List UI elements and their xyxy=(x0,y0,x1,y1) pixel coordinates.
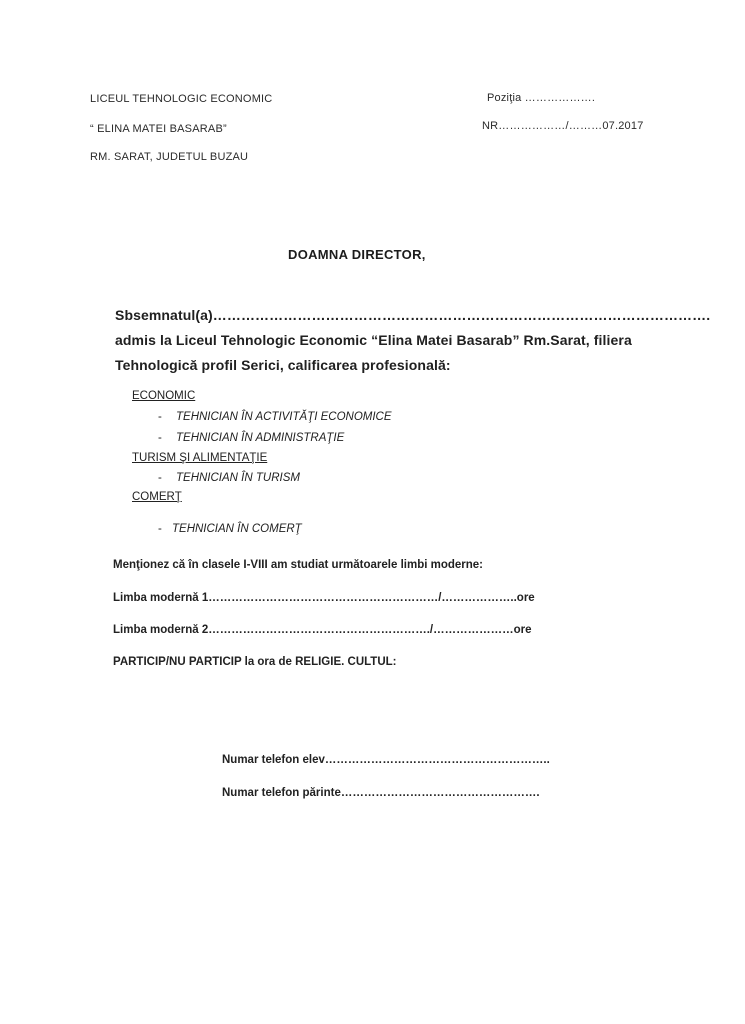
list-dash: - xyxy=(158,523,162,535)
profile-text-line: Tehnologică profil Serici, calificarea profesională: xyxy=(115,357,451,373)
registration-number-field[interactable]: NR………………/………07.2017 xyxy=(482,120,644,132)
section-tourism: TURISM ŞI ALIMENTAŢIE xyxy=(132,452,268,464)
languages-intro: Menţionez că în clasele I-VIII am studiat următoarele limbi moderne: xyxy=(113,559,484,571)
modern-language-2-field[interactable]: Limba modernă 2…………………………………………………./…………………ore xyxy=(113,624,532,636)
name-fill-line[interactable]: Sbsemnatul(a)……………………………………………………………………………………………. xyxy=(115,307,711,323)
option-tehnician-activitati-economice[interactable]: - TEHNICIAN ÎN ACTIVITĂŢI ECONOMICE xyxy=(158,411,392,423)
option-tehnician-comert[interactable]: - TEHNICIAN ÎN COMERŢ xyxy=(158,523,302,535)
section-economic: ECONOMIC xyxy=(132,390,196,402)
option-tehnician-turism[interactable]: - TEHNICIAN ÎN TURISM xyxy=(158,472,300,484)
list-dash: - xyxy=(158,432,162,444)
school-name-line2: “ ELINA MATEI BASARAB” xyxy=(90,123,227,135)
school-address: RM. SARAT, JUDETUL BUZAU xyxy=(90,151,249,163)
school-name-line1: LICEUL TEHNOLOGIC ECONOMIC xyxy=(90,93,273,105)
religion-field[interactable]: PARTICIP/NU PARTICIP la ora de RELIGIE. CULTUL: xyxy=(113,656,397,668)
parent-phone-field[interactable]: Numar telefon părinte……………………………………………. xyxy=(222,787,540,799)
admission-text-line: admis la Liceul Tehnologic Economic “Elina Matei Basarab” Rm.Sarat, filiera xyxy=(115,332,632,348)
list-dash: - xyxy=(158,472,162,484)
option-tehnician-administratie[interactable]: - TEHNICIAN ÎN ADMINISTRAŢIE xyxy=(158,432,345,444)
list-dash: - xyxy=(158,411,162,423)
student-phone-field[interactable]: Numar telefon elev………………………………………………….. xyxy=(222,754,550,766)
modern-language-1-field[interactable]: Limba modernă 1……………………………………………………/………………..ore xyxy=(113,592,535,604)
position-field[interactable]: Poziţia ………………. xyxy=(487,92,596,104)
addressee-heading: DOAMNA DIRECTOR, xyxy=(288,247,426,262)
section-commerce: COMERŢ xyxy=(132,491,182,503)
